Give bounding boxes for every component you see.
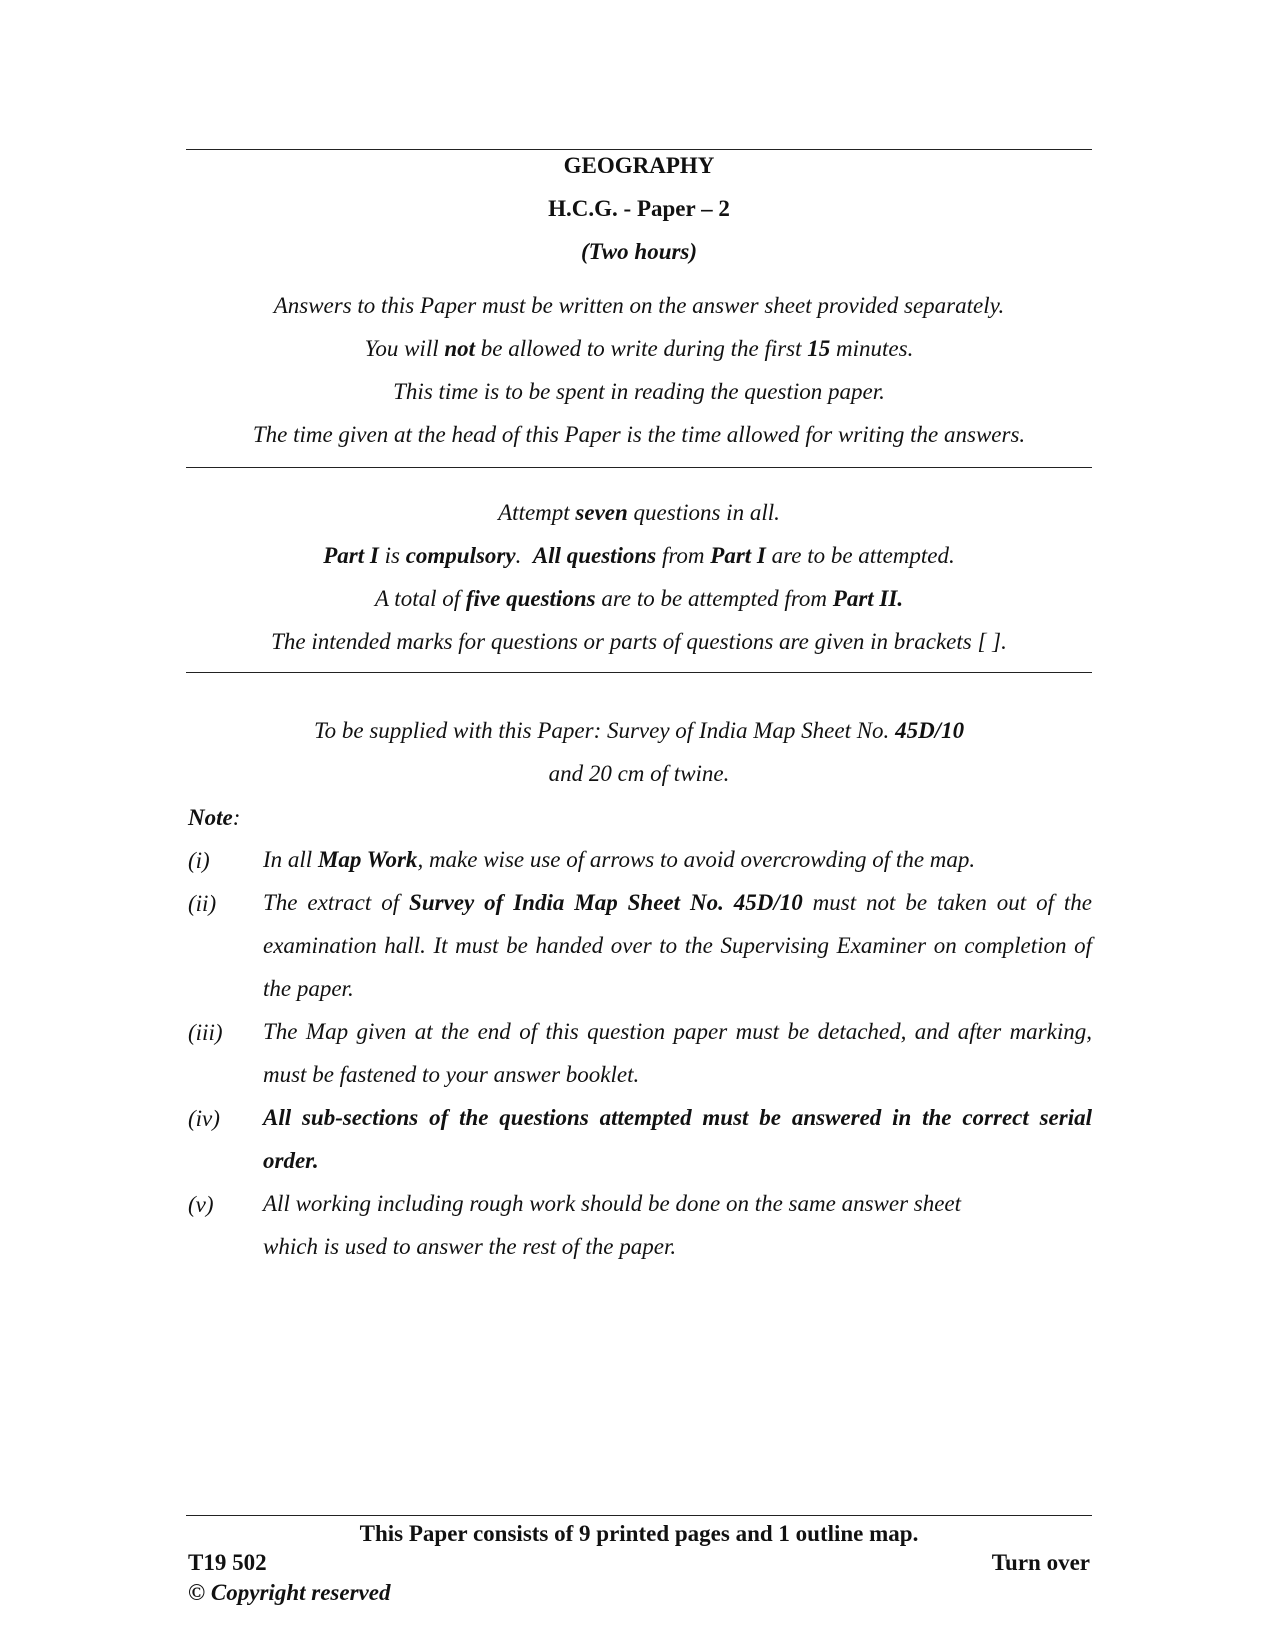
note-item-4-text <box>263 1096 1092 1182</box>
n5-l1: All working including rough work should be done on the same answer sheet <box>263 1191 962 1216</box>
note-label <box>188 805 240 831</box>
n1-b: Map Work <box>317 847 418 872</box>
att2-g: Part I <box>710 543 766 568</box>
att3-a: A total of <box>374 586 466 611</box>
att3-b: five questions <box>465 586 596 611</box>
note-item-1-num: (i) <box>188 848 210 873</box>
note-colon: : <box>232 805 241 830</box>
note-item-5-text <box>263 1182 1092 1268</box>
n1-c: , make wise use of arrows to avoid overcrowding of the map. <box>417 847 976 872</box>
rule-3 <box>186 672 1092 673</box>
note-item-1-text <box>263 838 1092 881</box>
supply-line-2: and 20 cm of twine. <box>548 761 730 786</box>
instruction-line-1: Answers to this Paper must be written on the answer sheet provided separately. <box>273 293 1005 318</box>
att2-a: Part I <box>323 543 379 568</box>
att2-d: . <box>515 543 533 568</box>
paper-code: T19 502 <box>188 1550 267 1575</box>
att2-h: are to be attempted. <box>765 543 955 568</box>
duration <box>186 239 1092 265</box>
n2-a: The extract of <box>263 890 410 915</box>
att2-b: is <box>378 543 406 568</box>
att2-e: All questions <box>532 543 657 568</box>
attempt-line-4: The intended marks for questions or parts of questions are given in brackets [ ]. <box>271 629 1007 654</box>
note-item-3-text: The Map given at the end of this question paper must be detached, and after marking, must be fastened to your answer booklet. <box>263 1019 1092 1087</box>
duration-text: (Two hours) <box>580 239 698 264</box>
instruction-line-3: This time is to be spent in reading the question paper. <box>393 379 885 404</box>
footer-pages: This Paper consists of 9 printed pages and 1 outline map. <box>359 1521 919 1546</box>
note-label-text: Note <box>188 805 233 830</box>
subject-title: GEOGRAPHY <box>563 153 715 178</box>
supply-sheet: 45D/10 <box>895 718 965 743</box>
n2-b: Survey of India Map Sheet No. 45D/10 <box>409 890 803 915</box>
attempt-line-1 <box>186 500 1092 526</box>
n4-text: All sub-sections of the questions attempted must be answered in the correct serial order. <box>263 1105 1092 1173</box>
supply-a: To be supplied with this Paper: Survey of India Map Sheet No. <box>313 718 896 743</box>
supply-line-1 <box>186 718 1092 744</box>
n1-a: In all <box>263 847 318 872</box>
paper-title: H.C.G. - Paper – 2 <box>548 196 730 221</box>
n5-l2: which is used to answer the rest of the paper. <box>263 1234 677 1259</box>
instr2-a: You will <box>364 336 445 361</box>
instr2-not: not <box>444 336 476 361</box>
att3-c: are to be attempted from <box>595 586 833 611</box>
att3-d: Part II. <box>832 586 904 611</box>
rule-2 <box>186 467 1092 468</box>
note-item-4-num: (iv) <box>188 1106 220 1131</box>
att1-a: Attempt <box>498 500 576 525</box>
instr2-15: 15 <box>807 336 831 361</box>
att1-seven: seven <box>575 500 628 525</box>
instruction-line-4: The time given at the head of this Paper is the time allowed for writing the answers. <box>252 422 1026 447</box>
att2-f: from <box>656 543 711 568</box>
attempt-line-3 <box>186 586 1092 612</box>
note-item-2-text <box>263 881 1092 1010</box>
note-item-5-num: (v) <box>188 1192 214 1217</box>
n2-c: must not be taken out of the examination hall. It must be handed over to the Supervising Examiner on completion of the paper. <box>263 890 1092 1001</box>
note-item-2-num: (ii) <box>188 891 217 916</box>
note-item-3-num: (iii) <box>188 1020 223 1045</box>
top-rule <box>186 149 1092 150</box>
att2-c: compulsory <box>405 543 516 568</box>
copyright: © Copyright reserved <box>188 1580 391 1605</box>
instruction-line-2 <box>186 336 1092 362</box>
att1-c: questions in all. <box>627 500 780 525</box>
footer-rule <box>186 1515 1092 1516</box>
turn-over: Turn over <box>991 1550 1090 1575</box>
attempt-line-2 <box>186 543 1092 569</box>
instr2-c: be allowed to write during the first <box>475 336 808 361</box>
instr2-e: minutes. <box>830 336 914 361</box>
